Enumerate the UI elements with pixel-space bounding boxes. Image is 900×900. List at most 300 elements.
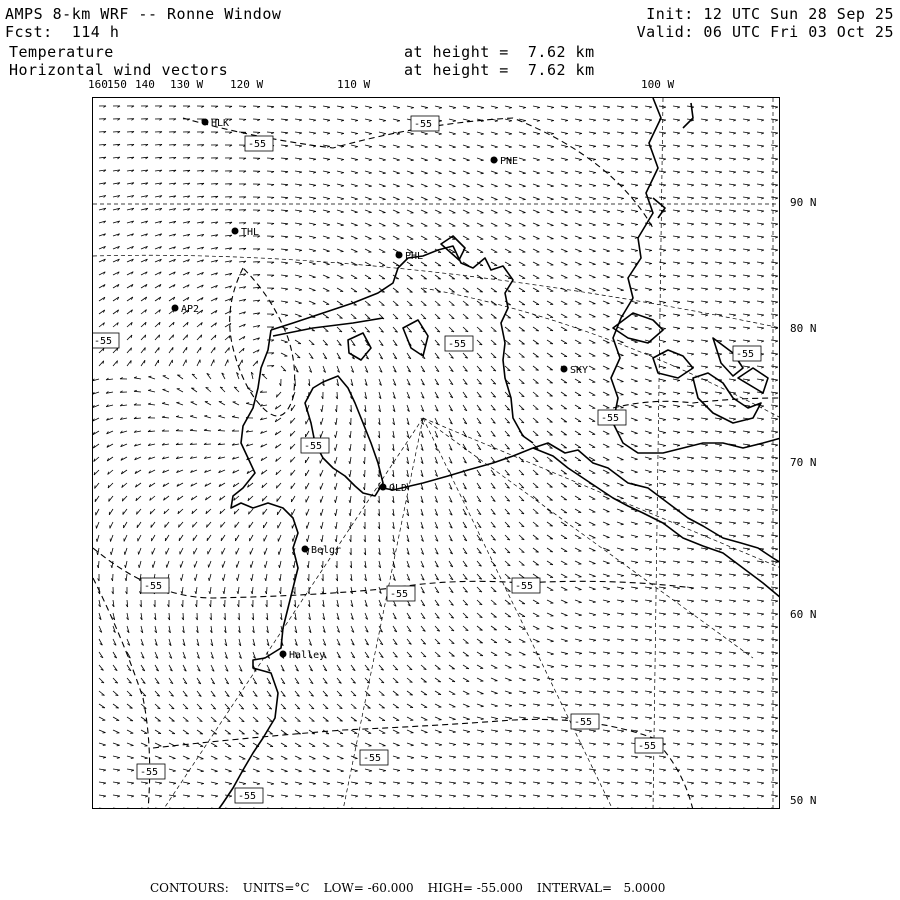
wind-vector (264, 535, 267, 541)
wind-vector (603, 626, 610, 627)
wind-vector-head (677, 458, 680, 459)
wind-vector (477, 171, 484, 173)
wind-vector (603, 405, 609, 408)
wind-vector (771, 301, 778, 302)
wind-vector-head (761, 237, 764, 238)
wind-vector-head (593, 212, 596, 213)
wind-vector-head (335, 487, 336, 490)
wind-vector-head (663, 133, 666, 134)
wind-vector (729, 431, 736, 432)
wind-vector (547, 548, 553, 552)
wind-vector (281, 210, 288, 211)
wind-vector-head (747, 211, 750, 212)
wind-vector-head (103, 745, 106, 746)
wind-vector-head (551, 705, 554, 706)
wind-vector-head (705, 107, 708, 108)
wind-vector (659, 158, 666, 159)
wind-vector-head (747, 640, 750, 641)
wind-vector (139, 561, 141, 568)
wind-vector-head (677, 692, 680, 693)
wind-vector-head (509, 147, 512, 148)
wind-vector (194, 548, 197, 554)
wind-vector-head (761, 614, 764, 615)
wind-vector (673, 652, 680, 653)
wind-vector-head (97, 552, 98, 555)
wind-vector (757, 301, 764, 302)
wind-vector (449, 184, 456, 187)
wind-vector-head (299, 211, 302, 212)
wind-vector (321, 418, 323, 425)
wind-vector-head (663, 198, 666, 199)
wind-vector-head (705, 484, 708, 485)
wind-vector-head (635, 627, 638, 628)
wind-vector-head (537, 121, 540, 122)
wind-vector-head (663, 159, 666, 160)
wind-vector (715, 600, 722, 601)
wind-vector (407, 704, 413, 708)
wind-vector (645, 210, 652, 211)
wind-vector (379, 119, 386, 121)
wind-vector (379, 223, 385, 226)
wind-vector-head (327, 159, 330, 160)
wind-vector (575, 223, 582, 225)
wind-vector-head (719, 445, 722, 446)
wind-vector-head (355, 107, 358, 108)
wind-vector (589, 184, 596, 186)
wind-vector-head (663, 705, 666, 706)
wind-vector-head (340, 721, 343, 722)
wind-vector (421, 704, 427, 707)
wind-vector-head (383, 186, 386, 187)
wind-vector-head (565, 628, 568, 629)
wind-vector (617, 509, 624, 511)
wind-vector (729, 327, 736, 328)
wind-vector (687, 483, 694, 484)
wind-vector-head (691, 406, 694, 407)
wind-vector (645, 236, 652, 237)
wind-vector (589, 522, 595, 525)
wind-vector-head (649, 329, 652, 330)
wind-vector (547, 730, 554, 731)
wind-vector (182, 587, 183, 594)
wind-vector (631, 639, 638, 640)
wind-vector (603, 249, 610, 251)
wind-vector (771, 210, 778, 211)
wind-vector-head (607, 692, 610, 693)
wind-vector-head (691, 133, 694, 134)
wind-vector (603, 314, 610, 317)
wind-vector-head (747, 367, 750, 368)
wind-vector (204, 416, 211, 418)
wind-vector (449, 223, 455, 226)
wind-vector (743, 106, 750, 107)
wind-vector-head (621, 290, 624, 291)
wind-vector (617, 483, 624, 486)
wind-vector (435, 145, 442, 147)
wind-vector (281, 756, 287, 759)
wind-vector (239, 743, 245, 747)
wind-vector (281, 743, 287, 747)
wind-vector-head (204, 429, 207, 430)
wind-vector (407, 730, 413, 733)
wind-vector (701, 561, 708, 562)
wind-vector (190, 430, 197, 431)
wind-vector-head (425, 745, 428, 746)
wind-vector (519, 275, 525, 278)
wind-vector-head (705, 315, 708, 316)
wind-vector (743, 704, 750, 705)
wind-vector-head (453, 732, 456, 733)
wind-vector (701, 691, 708, 692)
wind-vector-head (663, 484, 666, 485)
wind-vector (177, 389, 183, 392)
wind-vector (421, 145, 428, 147)
wind-vector-head (383, 121, 386, 122)
wind-vector-head (285, 289, 288, 290)
wind-vector (379, 184, 386, 186)
wind-vector-head (719, 640, 722, 641)
wind-vector (687, 626, 694, 627)
wind-vector (181, 574, 183, 581)
wind-vector (309, 184, 316, 185)
wind-vector (320, 470, 323, 476)
wind-vector (477, 223, 483, 226)
wind-vector (631, 600, 638, 601)
wind-vector (589, 210, 596, 212)
wind-vector-head (410, 682, 413, 683)
wind-vector-head (467, 732, 470, 733)
wind-vector-head (691, 419, 694, 420)
wind-vector-head (705, 718, 708, 719)
wind-vector (631, 704, 638, 705)
wind-vector (321, 509, 323, 516)
wind-vector (757, 470, 764, 471)
field1-height: at height = 7.62 km (404, 43, 595, 61)
wind-vector (281, 301, 288, 302)
wind-vector-head (265, 565, 266, 568)
wind-vector-head (719, 185, 722, 186)
wind-vector (393, 743, 400, 746)
wind-vector-head (747, 692, 750, 693)
wind-vector (771, 431, 778, 432)
wind-vector (267, 106, 274, 107)
wind-vector-head (523, 757, 526, 758)
wind-vector-head (551, 173, 554, 174)
wind-vector-head (635, 640, 638, 641)
wind-vector-head (719, 146, 722, 147)
wind-vector (617, 535, 624, 537)
wind-vector (771, 236, 778, 237)
wind-vector-head (677, 198, 680, 199)
wind-vector-head (677, 445, 680, 446)
wind-vector (113, 717, 119, 721)
wind-vector (659, 678, 666, 679)
wind-vector (365, 184, 372, 186)
wind-vector-head (148, 390, 151, 391)
wind-vector (687, 457, 694, 458)
wind-vector-head (747, 666, 750, 667)
wind-vector (575, 639, 582, 641)
wind-vector-head (705, 367, 708, 368)
wind-vector-head (677, 575, 680, 576)
wind-vector-head (411, 173, 414, 174)
wind-vector-head (509, 134, 512, 135)
wind-vector (337, 184, 344, 186)
wind-vector-head (565, 718, 568, 719)
wind-vector-head (775, 510, 778, 511)
wind-vector-head (775, 679, 778, 680)
wind-vector (279, 548, 281, 555)
wind-vector (575, 548, 581, 551)
wind-vector (757, 366, 764, 367)
wind-vector (771, 184, 778, 185)
wind-vector (645, 275, 652, 277)
wind-vector (673, 496, 680, 497)
wind-vector (195, 561, 198, 568)
wind-vector-head (494, 617, 497, 618)
wind-vector-head (761, 198, 764, 199)
wind-vector-head (579, 120, 582, 121)
wind-vector-head (621, 159, 624, 160)
wind-vector (589, 561, 596, 564)
wind-vector-head (327, 133, 330, 134)
wind-vector (281, 262, 288, 263)
wind-vector (421, 210, 427, 213)
wind-vector-head (550, 422, 553, 423)
wind-vector (771, 574, 778, 575)
wind-vector (589, 652, 596, 653)
wind-vector-head (705, 419, 708, 420)
wind-vector (701, 158, 708, 159)
wind-vector-head (176, 416, 179, 417)
wind-vector (687, 730, 694, 731)
wind-vector (435, 717, 442, 720)
wind-vector (393, 756, 400, 758)
wind-vector-head (705, 276, 708, 277)
wind-vector-head (593, 666, 596, 667)
wind-vector (617, 249, 624, 251)
wind-vector-head (159, 347, 160, 350)
wind-vector (743, 314, 750, 315)
wind-vector-head (691, 640, 694, 641)
wind-vector (519, 691, 526, 693)
wind-vector-head (565, 666, 568, 667)
wind-vector (323, 236, 330, 238)
wind-vector (435, 106, 442, 108)
wind-vector (547, 717, 554, 718)
wind-vector-head (621, 524, 624, 525)
wind-vector-head (761, 107, 764, 108)
wind-vector-head (495, 757, 498, 758)
wind-vector-head (593, 199, 596, 200)
wind-vector-head (565, 705, 568, 706)
wind-vector (124, 535, 127, 541)
wind-vector (547, 639, 554, 641)
wind-vector (533, 119, 540, 121)
wind-vector (295, 119, 302, 120)
wind-vector (295, 327, 301, 330)
wind-vector (379, 197, 386, 199)
wind-vector (631, 548, 638, 550)
wind-vector (701, 457, 708, 458)
wind-vector (477, 236, 483, 239)
wind-vector-head (691, 562, 694, 563)
wind-vector (701, 431, 708, 432)
wind-vector (701, 730, 708, 731)
wind-vector-head (761, 445, 764, 446)
wind-vector (687, 132, 694, 133)
wind-vector (715, 301, 722, 302)
wind-vector (96, 522, 99, 529)
wind-vector-head (593, 653, 596, 654)
wind-vector (547, 171, 554, 173)
wind-vector (645, 392, 652, 394)
wind-vector (631, 106, 638, 107)
wind-vector-head (761, 666, 764, 667)
wind-vector (561, 132, 568, 134)
wind-vector-head (649, 485, 652, 486)
wind-vector (421, 756, 428, 758)
wind-vector (491, 236, 497, 239)
wind-vector (673, 431, 680, 432)
wind-vector-head (761, 744, 764, 745)
wind-vector (449, 717, 456, 719)
wind-vector-head (719, 627, 722, 628)
wind-vector-head (369, 173, 372, 174)
wind-vector (575, 210, 582, 212)
wind-vector-head (411, 758, 414, 759)
wind-vector (365, 132, 372, 134)
wind-vector (743, 574, 750, 575)
wind-vector (645, 158, 652, 159)
wind-vector-head (719, 432, 722, 433)
wind-vector-head (593, 628, 596, 629)
wind-vector (547, 704, 554, 705)
wind-vector (180, 548, 183, 554)
wind-vector-head (593, 238, 596, 239)
wind-vector-head (705, 510, 708, 511)
wind-vector (225, 756, 231, 759)
wind-vector (715, 561, 722, 562)
wind-vector (729, 379, 736, 380)
wind-vector-head (495, 147, 498, 148)
wind-vector (505, 145, 512, 147)
wind-vector (771, 405, 778, 406)
wind-vector (309, 158, 316, 159)
wind-vector-head (775, 536, 778, 537)
wind-vector (687, 327, 694, 328)
wind-vector-head (719, 614, 722, 615)
wind-vector-head (621, 277, 624, 278)
wind-vector (281, 184, 288, 185)
wind-vector (519, 717, 526, 718)
wind-vector (701, 262, 708, 263)
field2-height: at height = 7.62 km (404, 61, 595, 79)
wind-vector-head (719, 224, 722, 225)
wind-vector-head (691, 692, 694, 693)
wind-vector (701, 444, 708, 445)
wind-vector-head (635, 524, 638, 525)
wind-vector (547, 158, 554, 160)
wind-vector (323, 106, 330, 107)
wind-vector (715, 158, 722, 159)
wind-vector (771, 639, 778, 640)
wind-vector (561, 275, 567, 278)
wind-vector-head (481, 757, 484, 758)
wind-vector (477, 132, 484, 134)
wind-vector-head (761, 484, 764, 485)
wind-vector-head (299, 198, 302, 199)
wind-vector-head (607, 679, 610, 680)
wind-vector (645, 132, 652, 133)
wind-vector-head (103, 757, 106, 758)
wind-vector-head (677, 250, 680, 251)
wind-vector (603, 132, 610, 133)
wind-vector (603, 730, 610, 731)
lon-label: 140 (135, 78, 155, 91)
wind-vector-head (733, 510, 736, 511)
wind-vector (701, 340, 708, 341)
wind-vector-head (439, 108, 442, 109)
wind-vector-head (691, 718, 694, 719)
wind-vector-head (565, 212, 568, 213)
wind-vector-head (649, 562, 652, 563)
wind-vector (603, 496, 609, 499)
wind-vector (561, 535, 567, 539)
wind-vector-head (285, 198, 288, 199)
wind-vector (477, 197, 484, 200)
wind-vector-head (222, 565, 223, 568)
wind-vector-head (349, 474, 350, 477)
wind-vector-head (166, 565, 167, 568)
wind-vector (589, 288, 596, 291)
wind-vector-head (551, 757, 554, 758)
wind-vector-head (761, 419, 764, 420)
wind-vector-head (761, 380, 764, 381)
wind-vector (645, 470, 652, 472)
wind-vector (463, 691, 469, 694)
wind-vector-head (761, 471, 764, 472)
wind-vector (278, 522, 281, 528)
wind-vector (561, 665, 568, 666)
wind-vector (309, 197, 316, 198)
wind-vector-head (691, 185, 694, 186)
wind-vector (407, 717, 413, 720)
wind-vector (589, 340, 595, 343)
wind-vector-head (761, 185, 764, 186)
wind-vector-head (148, 403, 151, 404)
wind-vector (687, 249, 694, 250)
wind-vector (519, 171, 526, 173)
wind-vector-head (719, 419, 722, 420)
wind-vector-head (775, 211, 778, 212)
wind-vector (701, 327, 708, 328)
wind-vector (617, 639, 624, 640)
wind-vector (505, 665, 511, 668)
wind-vector (729, 158, 736, 159)
wind-vector (533, 613, 539, 616)
wind-vector-head (467, 108, 470, 109)
wind-vector-head (321, 539, 322, 542)
wind-vector (295, 145, 302, 146)
wind-vector (603, 639, 610, 640)
wind-vector-head (719, 172, 722, 173)
wind-vector-head (439, 745, 442, 746)
wind-vector-head (349, 461, 350, 464)
wind-vector (575, 535, 581, 538)
wind-vector (365, 158, 372, 160)
wind-vector-head (327, 172, 330, 173)
